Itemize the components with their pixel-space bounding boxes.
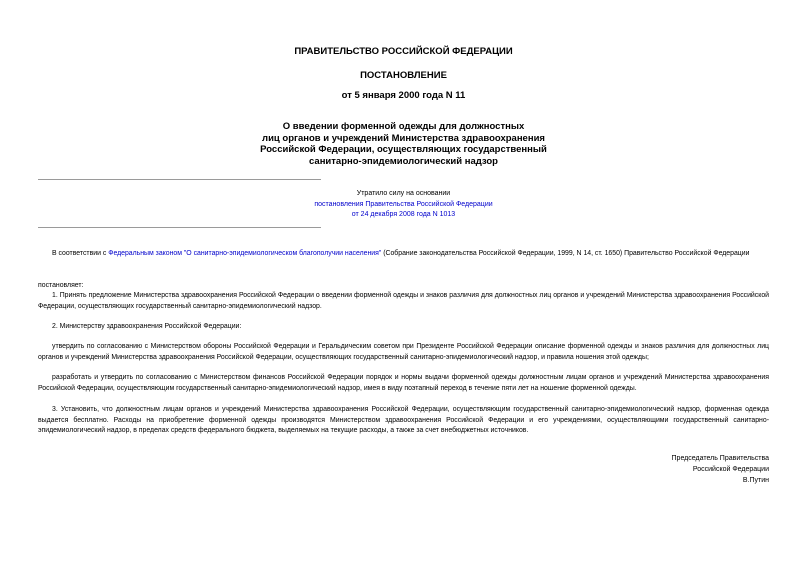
signature-country: Российской Федерации: [692, 465, 769, 473]
item-2-paragraph: 2. Министерству здравоохранения Российской Федерации:: [52, 323, 242, 330]
title-line: Российской Федерации, осуществляющих государственный: [260, 144, 547, 155]
item-1-paragraph: 1. Принять предложение Министерства здравоохранения Российской Федерации о введении форменной одежды и знаков различия для должностных лиц органов и учреждений Министерства здравоохранения Российской Федерации, осуществляющих государственный санитарно-эпидемиологический надзор.: [38, 292, 769, 310]
government-heading: ПРАВИТЕЛЬСТВО РОССИЙСКОЙ ФЕДЕРАЦИИ: [294, 46, 513, 57]
title-line: лиц органов и учреждений Министерства здравоохранения: [262, 132, 545, 144]
document-type-heading: ПОСТАНОВЛЕНИЕ: [360, 70, 447, 81]
repeal-resolution-link[interactable]: постановления Правительства Российской Федерации: [314, 200, 493, 208]
intro-prefix: В соответствии с: [52, 250, 109, 257]
signature-name: В.Путин: [742, 476, 769, 484]
federal-law-link[interactable]: Федеральным законом "О санитарно-эпидемиологическом благополучии населения": [108, 250, 382, 257]
intro-suffix: (Собрание законодательства Российской Федерации, 1999, N 14, ст. 1650) Правительство Российской Федерации: [381, 250, 750, 257]
signature-block: [672, 454, 769, 486]
repeal-resolution-date-link[interactable]: от 24 декабря 2008 года N 1013: [351, 211, 456, 218]
item-2b-paragraph: разработать и утвердить по согласованию с Министерством финансов Российской Федерации порядок и нормы выдачи форменной одежды должностным лицам органов и учреждений Министерства здравоохранения Российской Федерации, осуществляющим государственный санитарно-эпидемиологический надзор, имея в виду поэтапный переход в течение пяти лет на ношение форменной одежды.: [38, 374, 769, 392]
item-2a-paragraph: утвердить по согласованию с Министерством обороны Российской Федерации и Геральдическим советом при Президенте Российской Федерации описание форменной одежды и знаков различия для должностных лиц органов и учреждений Министерства здравоохранения Российской Федерации, осуществляющих государственный санитарно-эпидемиологический надзор, и правила ношения этой одежды;: [38, 343, 769, 361]
divider-top: [38, 179, 321, 180]
document-title: [0, 121, 807, 167]
title-line: санитарно-эпидемиологический надзор: [309, 155, 498, 167]
intro-paragraph: [38, 249, 769, 260]
repeal-note-text: Утратило силу на основании: [356, 190, 451, 197]
divider-bottom: [38, 227, 321, 228]
item-3-paragraph: 3. Установить, что должностным лицам органов и учреждений Министерства здравоохранения Российской Федерации, осуществляющим государственный санитарно-эпидемиологический надзор, форменная одежда выдается бесплатно. Расходы на приобретение форменной одежды производятся Министерством здравоохранения Российской Федерации и его учреждениями, осуществляющими государственный санитарно-эпидемиологический надзор, в пределах средств федерального бюджета, выделяемых на текущие расходы, а также за счет внебюджетных источников.: [38, 406, 769, 434]
title-line: О введении форменной одежды для должностных: [282, 121, 525, 132]
document-date-number: от 5 января 2000 года N 11: [341, 90, 466, 101]
repeal-note: [0, 189, 807, 221]
resolves-line: постановляет:: [38, 282, 84, 289]
signature-title: Председатель Правительства: [671, 455, 769, 462]
